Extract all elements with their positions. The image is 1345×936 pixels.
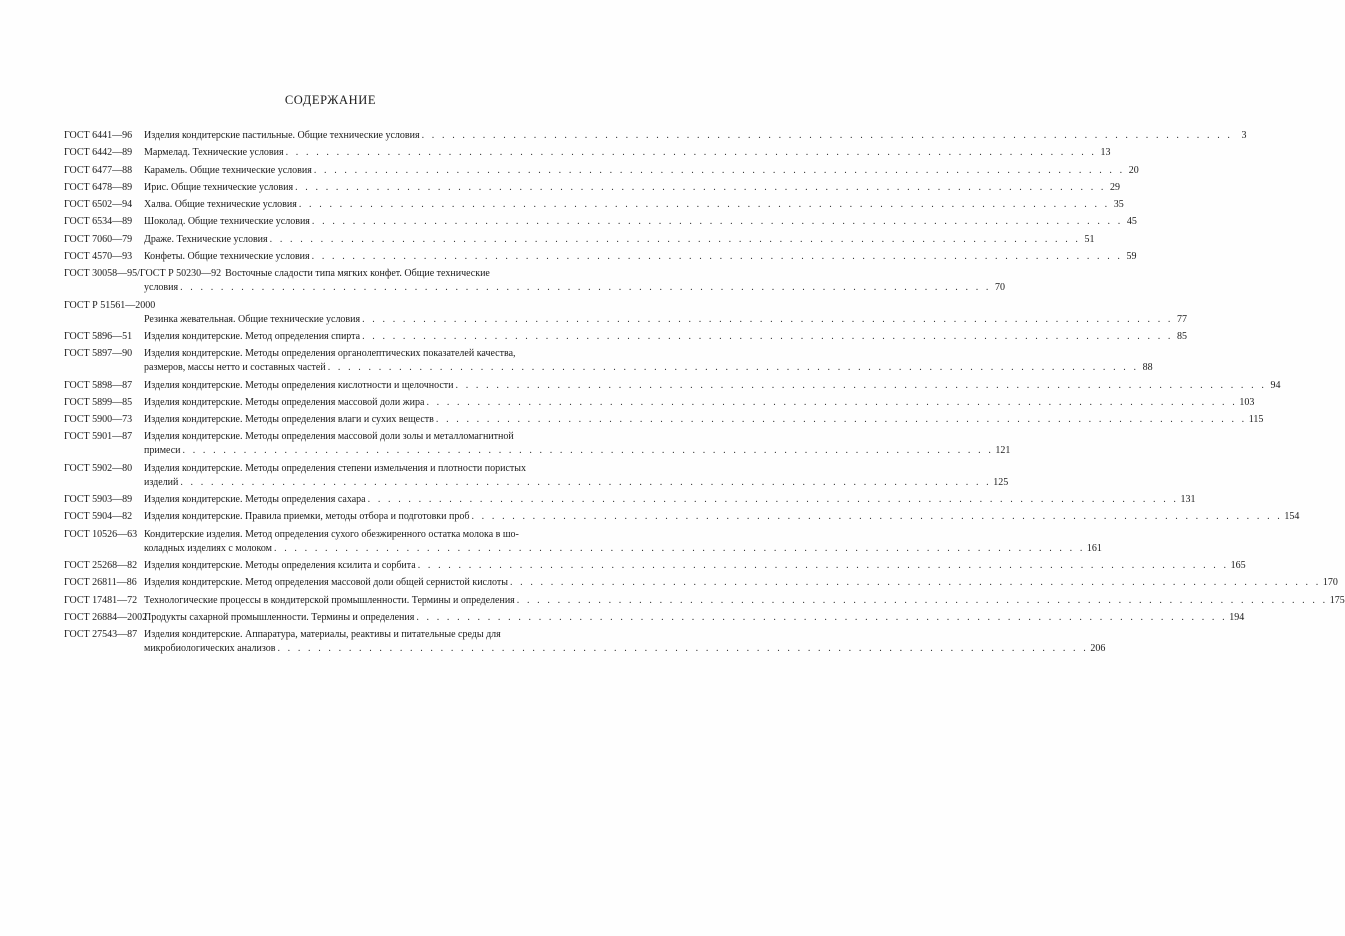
toc-page-number: 115 (1248, 414, 1264, 426)
leader-dots: . . . . . . . . . . . . . . . . . . . . . . . . . . . . . . . . . . . . . . . . . . . . . . . . . . . . . . . . . . . . . . . . . . . . . . . . . . . . . . . . (298, 199, 1110, 211)
leader-dots: . . . . . . . . . . . . . . . . . . . . . . . . . . . . . . . . . . . . . . . . . . . . . . . . . . . . . . . . . . . . . . . . . . . . . . . . . . . . . . . . (435, 414, 1247, 426)
toc-page-number: 51 (1084, 233, 1095, 245)
toc-entry-last-line (144, 396, 1255, 410)
leader-dots: . . . . . . . . . . . . . . . . . . . . . . . . . . . . . . . . . . . . . . . . . . . . . . . . . . . . . . . . . . . . . . . . . . . . . . . . . . . . . . . . (516, 594, 1328, 606)
toc-entry-code: ГОСТ 6478—89 (64, 181, 133, 193)
toc-entry-code: ГОСТ 6441—96 (64, 130, 133, 141)
toc-entry-last-line (144, 129, 1247, 143)
toc-entry[interactable] (64, 413, 1264, 427)
toc-entry-code: ГОСТ 26884—2002 (64, 611, 148, 623)
toc-entry-code: ГОСТ Р 51561—2000 (64, 299, 156, 311)
toc-entry-title (144, 396, 1255, 410)
toc-page-number: 20 (1128, 164, 1139, 176)
toc-page-number: 13 (1100, 147, 1111, 159)
leader-dots: . . . . . . . . . . . . . . . . . . . . . . . . . . . . . . . . . . . . . . . . . . . . . . . . . . . . . . . . . . . . . . . . . . . . . . . . . . . . . . . . (285, 147, 1097, 159)
leader-dots: . . . . . . . . . . . . . . . . . . . . . . . . . . . . . . . . . . . . . . . . . . . . . . . . . . . . . . . . . . . . . . . . . . . . . . . . . . . . . . . . (471, 511, 1283, 523)
toc-entry-title (144, 510, 1300, 524)
toc-entry[interactable] (64, 379, 1281, 393)
toc-entry-title (144, 413, 1264, 427)
toc-entry-last-line (144, 164, 1139, 178)
toc-entry-last-line (144, 330, 1187, 344)
toc-entry-title-end: Драже. Технические условия (144, 233, 268, 245)
toc-page-number: 45 (1126, 216, 1137, 228)
toc-entry-title-end: Резинка жевательная. Общие технические условия (144, 313, 361, 325)
toc-entry[interactable] (64, 430, 1011, 458)
toc-entry-code: ГОСТ 10526—63 (64, 528, 138, 540)
toc-entry[interactable] (64, 462, 1009, 490)
toc-entry-title-end: Изделия кондитерские. Методы определения массовой доли жира (144, 396, 425, 408)
toc-page-number: 170 (1322, 577, 1338, 589)
toc-entry-code: ГОСТ 5901—87 (64, 431, 133, 443)
toc-entry-title (144, 594, 1345, 608)
toc-entry-code: ГОСТ 25268—82 (64, 559, 138, 571)
toc-entry-title-end: Шоколад. Общие технические условия (144, 216, 310, 228)
toc-entry-last-line (144, 233, 1095, 247)
toc-entry-title (144, 250, 1137, 264)
toc-page-number: 94 (1270, 379, 1281, 391)
toc-entry-title-end: Изделия кондитерские. Метод определения спирта (144, 330, 361, 342)
toc-entry-title (144, 198, 1124, 212)
leader-dots: . . . . . . . . . . . . . . . . . . . . . . . . . . . . . . . . . . . . . . . . . . . . . . . . . . . . . . . . . . . . . . . . . . . . . . . . . . . . . . . . (313, 164, 1125, 176)
toc-entry[interactable] (64, 347, 1153, 375)
toc-entry-title (144, 493, 1196, 507)
toc-entry[interactable] (64, 233, 1095, 247)
toc-page-number: 206 (1090, 643, 1106, 655)
toc-entry-last-line (144, 476, 1009, 490)
toc-page-number: 154 (1284, 511, 1300, 523)
leader-dots: . . . . . . . . . . . . . . . . . . . . . . . . . . . . . . . . . . . . . . . . . . . . . . . . . . . . . . . . . . . . . . . . . . . . . . . . . . . . . . . . (180, 282, 992, 294)
toc-entry-code: ГОСТ 6534—89 (64, 216, 133, 228)
toc-entry-code: ГОСТ 26811—86 (64, 577, 137, 589)
leader-dots: . . . . . . . . . . . . . . . . . . . . . . . . . . . . . . . . . . . . . . . . . . . . . . . . . . . . . . . . . . . . . . . . . . . . . . . . . . . . . . . . (180, 476, 992, 488)
toc-entry-title (144, 330, 1187, 344)
toc-entry-title-end: Изделия кондитерские. Методы определения кислотности и щелочности (144, 379, 454, 391)
toc-entry-code: ГОСТ 5902—80 (64, 462, 133, 474)
toc-page-number: 35 (1113, 199, 1124, 211)
toc-entry[interactable] (64, 528, 1102, 556)
toc-entry-last-line (144, 361, 1153, 375)
toc-entry-title-end: коладных изделиях с молоком (144, 542, 273, 554)
toc-entry-code: ГОСТ 7060—79 (64, 233, 133, 245)
toc-entry[interactable] (64, 576, 1338, 590)
toc-entry-title-line: Изделия кондитерские. Методы определения степени измельчения и плотности пористых (144, 462, 527, 474)
toc-entry-title (144, 576, 1338, 590)
toc-entry-last-line (144, 250, 1137, 264)
toc-page-number: 3 (1241, 130, 1247, 141)
toc-entry-title (144, 528, 1102, 556)
toc-entry[interactable] (64, 215, 1137, 229)
leader-dots: . . . . . . . . . . . . . . . . . . . . . . . . . . . . . . . . . . . . . . . . . . . . . . . . . . . . . . . . . . . . . . . . . . . . . . . . . . . . . . . . (182, 445, 994, 457)
leader-dots: . . . . . . . . . . . . . . . . . . . . . . . . . . . . . . . . . . . . . . . . . . . . . . . . . . . . . . . . . . . . . . . . . . . . . . . . . . . . . . . . (311, 216, 1123, 228)
toc-entry-title-end: Изделия кондитерские. Методы определения сахара (144, 494, 366, 506)
toc-entry[interactable] (64, 594, 1345, 608)
toc-entry-title-end: Технологические процессы в кондитерской промышленности. Термины и определения (144, 594, 515, 606)
toc-entry-title-end: условия (144, 282, 179, 294)
toc-entry-title (144, 164, 1139, 178)
toc-entry-last-line (144, 542, 1102, 556)
toc-entry-title-end: Конфеты. Общие технические условия (144, 251, 310, 263)
toc-page-number: 131 (1180, 494, 1196, 506)
toc-entry-title-line: Кондитерские изделия. Метод определения сухого обезжиренного остатка молока в шо- (144, 528, 519, 540)
toc-entry-title-end: Халва. Общие технические условия (144, 199, 297, 211)
toc-entry-last-line (144, 559, 1246, 573)
toc-entry-title-line: Изделия кондитерские. Методы определения массовой доли золы и металломагнитной (144, 431, 514, 443)
leader-dots: . . . . . . . . . . . . . . . . . . . . . . . . . . . . . . . . . . . . . . . . . . . . . . . . . . . . . . . . . . . . . . . . . . . . . . . . . . . . . . . . (417, 559, 1229, 571)
leader-dots: . . . . . . . . . . . . . . . . . . . . . . . . . . . . . . . . . . . . . . . . . . . . . . . . . . . . . . . . . . . . . . . . . . . . . . . . . . . . . . . . (421, 130, 1233, 141)
toc-entry[interactable] (64, 330, 1187, 344)
toc-entry[interactable] (64, 267, 1006, 295)
toc-page-number: 70 (995, 282, 1006, 294)
toc-page-number: 165 (1230, 559, 1246, 571)
toc-entry-code: ГОСТ 5899—85 (64, 396, 133, 408)
toc-entry[interactable] (64, 146, 1111, 160)
toc-page-number: 175 (1329, 594, 1345, 606)
toc-entry-title-end: Изделия кондитерские. Правила приемки, методы отбора и подготовки проб (144, 511, 470, 523)
page-title: СОДЕРЖАНИЕ (284, 93, 377, 107)
toc-entry-title-line: Изделия кондитерские. Методы определения органолептических показателей качества, (144, 348, 516, 360)
leader-dots: . . . . . . . . . . . . . . . . . . . . . . . . . . . . . . . . . . . . . . . . . . . . . . . . . . . . . . . . . . . . . . . . . . . . . . . . . . . . . . . . (277, 643, 1089, 655)
toc-entry-title-line: Изделия кондитерские. Аппаратура, материалы, реактивы и питательные среды для (144, 629, 501, 641)
toc-entry-title (144, 611, 1245, 625)
toc-entry-code: ГОСТ 5900—73 (64, 414, 133, 426)
toc-entry-title (144, 215, 1137, 229)
toc-entry-last-line (144, 181, 1121, 195)
leader-dots: . . . . . . . . . . . . . . . . . . . . . . . . . . . . . . . . . . . . . . . . . . . . . . . . . . . . . . . . . . . . . . . . . . . . . . . . . . . . . . . . (269, 233, 1081, 245)
toc-entry-last-line (144, 576, 1338, 590)
leader-dots: . . . . . . . . . . . . . . . . . . . . . . . . . . . . . . . . . . . . . . . . . . . . . . . . . . . . . . . . . . . . . . . . . . . . . . . . . . . . . . . . (416, 611, 1228, 623)
toc-entry-code: ГОСТ 5897—90 (64, 348, 133, 360)
toc-entry-title (144, 462, 1009, 490)
toc-entry-title-end: Изделия кондитерские. Метод определения массовой доли общей сернистой кислоты (144, 577, 508, 589)
toc-entry-last-line (144, 611, 1245, 625)
toc-entry-code: ГОСТ 4570—93 (64, 251, 133, 263)
toc-entry-code: ГОСТ 5898—87 (64, 379, 133, 391)
leader-dots: . . . . . . . . . . . . . . . . . . . . . . . . . . . . . . . . . . . . . . . . . . . . . . . . . . . . . . . . . . . . . . . . . . . . . . . . . . . . . . . . (311, 251, 1123, 263)
toc-page-number: 103 (1239, 396, 1255, 408)
toc-entry-title-end: Мармелад. Технические условия (144, 147, 284, 159)
toc-entry[interactable] (64, 628, 1106, 656)
toc-entry-last-line (144, 379, 1281, 393)
toc-entry[interactable] (64, 510, 1300, 524)
toc-entry-code: ГОСТ 30058—95/ГОСТ Р 50230—92 (64, 268, 222, 280)
toc-entry-code: ГОСТ 5896—51 (64, 330, 133, 342)
toc-entry-first-line (64, 267, 594, 281)
leader-dots: . . . . . . . . . . . . . . . . . . . . . . . . . . . . . . . . . . . . . . . . . . . . . . . . . . . . . . . . . . . . . . . . . . . . . . . . . . . . . . . . (327, 362, 1139, 374)
toc-entry-title (144, 347, 1153, 375)
toc-entry-title-end: изделий (144, 476, 179, 488)
toc-page-number: 121 (995, 445, 1011, 457)
toc-entry-code: ГОСТ 27543—87 (64, 629, 138, 641)
leader-dots: . . . . . . . . . . . . . . . . . . . . . . . . . . . . . . . . . . . . . . . . . . . . . . . . . . . . . . . . . . . . . . . . . . . . . . . . . . . . . . . . (367, 494, 1179, 506)
toc-entry-last-line (144, 146, 1111, 160)
toc-entry[interactable] (64, 164, 1139, 178)
toc-entry-code: ГОСТ 6442—89 (64, 147, 133, 159)
toc-entry[interactable] (64, 611, 1245, 625)
toc-entry-code: ГОСТ 5903—89 (64, 494, 133, 506)
leader-dots: . . . . . . . . . . . . . . . . . . . . . . . . . . . . . . . . . . . . . . . . . . . . . . . . . . . . . . . . . . . . . . . . . . . . . . . . . . . . . . . . (426, 396, 1238, 408)
toc-entry-first-line (64, 299, 594, 313)
toc-entry-title-end: размеров, массы нетто и составных частей (144, 362, 326, 374)
toc-entry-title (144, 233, 1095, 247)
toc-entry-last-line (64, 281, 1006, 295)
leader-dots: . . . . . . . . . . . . . . . . . . . . . . . . . . . . . . . . . . . . . . . . . . . . . . . . . . . . . . . . . . . . . . . . . . . . . . . . . . . . . . . . (362, 313, 1174, 325)
toc-entry[interactable] (64, 181, 1121, 195)
toc-entry-title-end: микробиологических анализов (144, 643, 276, 655)
toc-entry[interactable] (64, 129, 1247, 143)
leader-dots: . . . . . . . . . . . . . . . . . . . . . . . . . . . . . . . . . . . . . . . . . . . . . . . . . . . . . . . . . . . . . . . . . . . . . . . . . . . . . . . . (362, 330, 1173, 342)
toc-entry-title (144, 379, 1281, 393)
toc-entry-title-end: Продукты сахарной промышленности. Термины и определения (144, 611, 415, 623)
toc-entry-title-end: Ирис. Общие технические условия (144, 181, 294, 193)
toc-entry-code: ГОСТ 6502—94 (64, 199, 133, 211)
leader-dots: . . . . . . . . . . . . . . . . . . . . . . . . . . . . . . . . . . . . . . . . . . . . . . . . . . . . . . . . . . . . . . . . . . . . . . . . . . . . . . . . (295, 181, 1107, 193)
toc-entry[interactable] (64, 493, 1196, 507)
toc-page-number: 194 (1229, 611, 1245, 623)
leader-dots: . . . . . . . . . . . . . . . . . . . . . . . . . . . . . . . . . . . . . . . . . . . . . . . . . . . . . . . . . . . . . . . . . . . . . . . . . . . . . . . . (274, 542, 1085, 554)
toc-entry[interactable] (64, 396, 1255, 410)
leader-dots: . . . . . . . . . . . . . . . . . . . . . . . . . . . . . . . . . . . . . . . . . . . . . . . . . . . . . . . . . . . . . . . . . . . . . . . . . . . . . . . . (509, 577, 1321, 589)
toc-entry-last-line (144, 444, 1011, 458)
toc-entry-title (144, 129, 1247, 143)
leader-dots: . . . . . . . . . . . . . . . . . . . . . . . . . . . . . . . . . . . . . . . . . . . . . . . . . . . . . . . . . . . . . . . . . . . . . . . . . . . . . . . . (455, 379, 1267, 391)
toc-entry-title (144, 559, 1246, 573)
toc-entry-title (144, 628, 1106, 656)
toc-entry-last-line (144, 413, 1264, 427)
toc-page-number: 161 (1086, 542, 1102, 554)
toc-entry-title-line: Восточные сладости типа мягких конфет. Общие технические (225, 268, 490, 280)
toc-entry[interactable] (64, 250, 1137, 264)
toc-entry-title (144, 181, 1121, 195)
toc-entry-code: ГОСТ 17481—72 (64, 594, 138, 606)
toc-entry-last-line (144, 642, 1106, 656)
toc-entry[interactable] (64, 299, 1188, 327)
toc-entry[interactable] (64, 559, 1246, 573)
toc-entry-last-line (64, 313, 1188, 327)
toc-entry-code: ГОСТ 6477—88 (64, 164, 133, 176)
toc-entry-title-end: Карамель. Общие технические условия (144, 164, 312, 176)
toc-entry-code: ГОСТ 5904—82 (64, 511, 133, 523)
toc-page-number: 29 (1110, 181, 1121, 193)
toc-page-number: 88 (1142, 362, 1153, 374)
table-of-contents (64, 129, 1345, 659)
toc-page-number: 77 (1177, 313, 1188, 325)
toc-entry-title-end: Изделия кондитерские. Методы определения ксилита и сорбита (144, 559, 416, 571)
toc-page-number: 59 (1126, 251, 1137, 263)
toc-entry-title-end: Изделия кондитерские пастильные. Общие технические условия (144, 130, 420, 141)
toc-entry-title (144, 146, 1111, 160)
toc-page-number: 125 (993, 476, 1009, 488)
toc-entry-last-line (144, 493, 1196, 507)
toc-entry-last-line (144, 594, 1345, 608)
toc-entry[interactable] (64, 198, 1124, 212)
toc-entry-last-line (144, 510, 1300, 524)
toc-page-number: 85 (1177, 330, 1187, 342)
toc-entry-title-end: Изделия кондитерские. Методы определения влаги и сухих веществ (144, 414, 434, 426)
toc-entry-last-line (144, 198, 1124, 212)
toc-entry-title (144, 430, 1011, 458)
toc-entry-title-end: примеси (144, 445, 181, 457)
toc-entry-last-line (144, 215, 1137, 229)
